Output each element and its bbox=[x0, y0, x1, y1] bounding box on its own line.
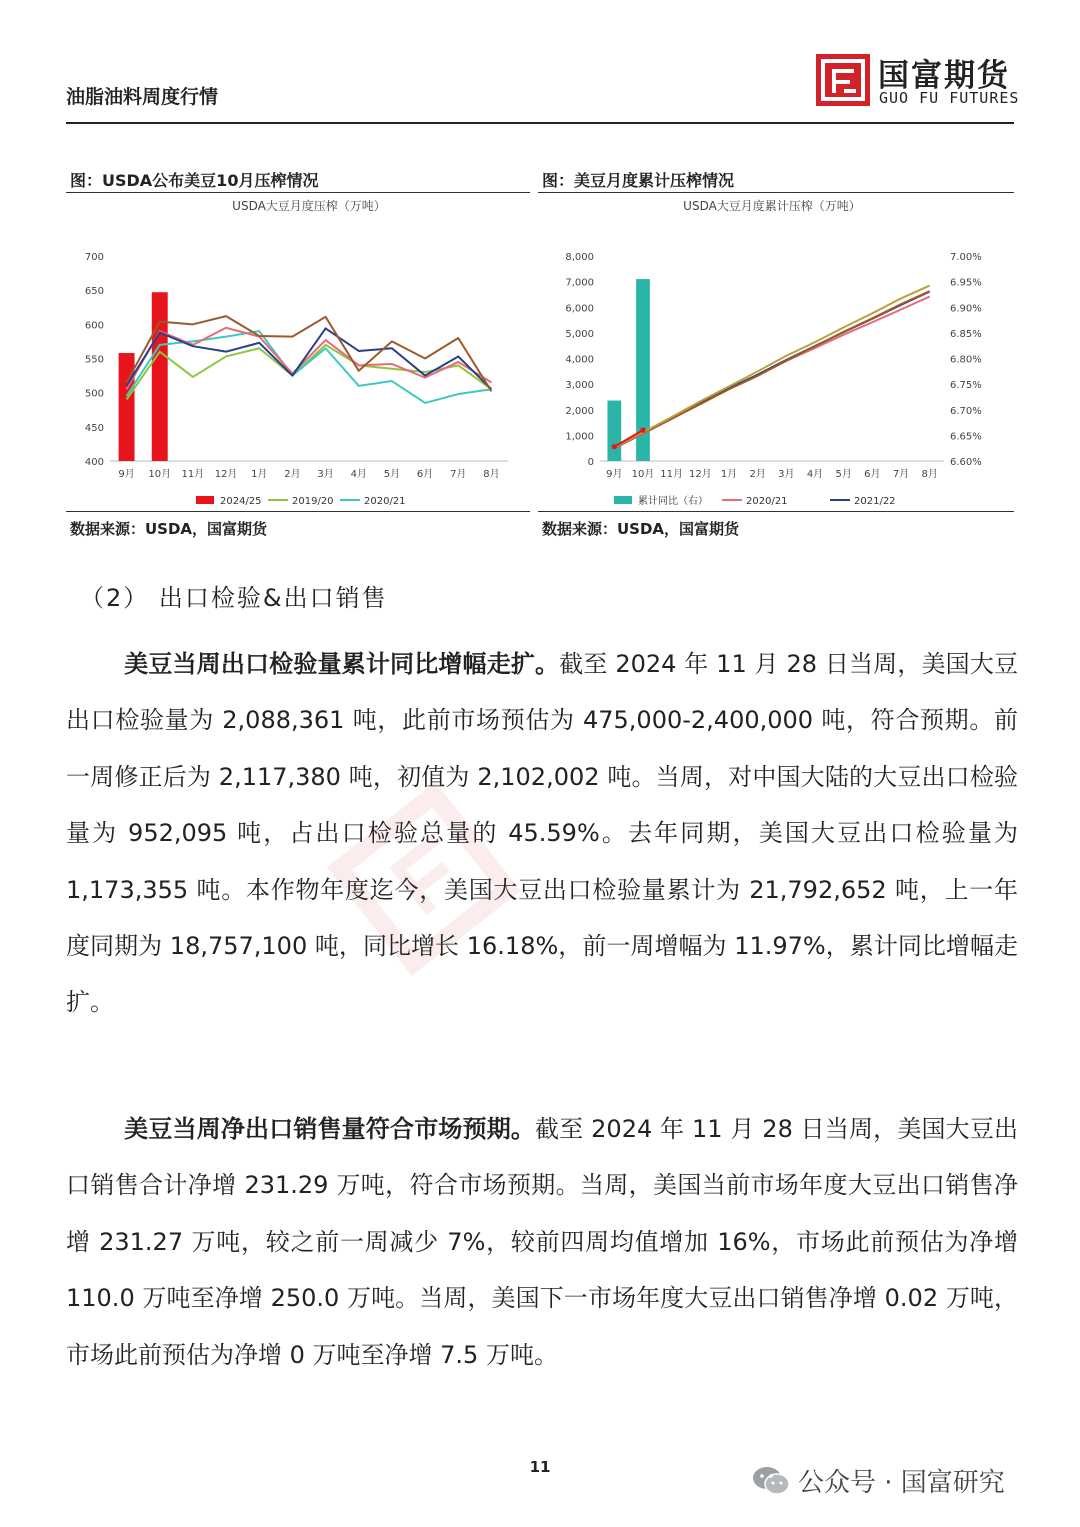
y-tick-label: 0 bbox=[587, 457, 594, 468]
guofu-logo-icon bbox=[816, 54, 870, 106]
x-tick-label: 6月 bbox=[864, 469, 881, 480]
paragraph-2-body: 截至 2024 年 11 月 28 日当周，美国大豆出口销售合计净增 231.29 万吨，符合市场预期。当周，美国当前市场年度大豆出口销售净增 231.27 万吨，较之前一周减少 7%，较前四周均值增加 16%，市场此前预估为净增 110.0 万吨至净增 250.0 万吨。当周，美国下一市场年度大豆出口销售净增 0.02 万吨，市场此前预估为净增 0 万吨至净增 7.5 万吨。 bbox=[66, 1115, 1018, 1369]
paragraph-export-sales bbox=[66, 1101, 1018, 1383]
logo-chinese-text: 国富期货 bbox=[878, 58, 1010, 94]
series-point bbox=[640, 428, 645, 433]
cumulative-crush-chart bbox=[538, 193, 1014, 511]
y2-tick-label: 6.60% bbox=[950, 457, 982, 468]
figure-left bbox=[66, 168, 530, 539]
x-tick-label: 8月 bbox=[921, 469, 938, 480]
y2-tick-label: 6.65% bbox=[950, 431, 982, 443]
chart-title: USDA大豆月度累计压榨（万吨） bbox=[683, 199, 861, 213]
legend-swatch bbox=[614, 496, 632, 504]
x-tick-label: 7月 bbox=[450, 469, 467, 480]
series-point bbox=[612, 444, 617, 449]
y2-tick-label: 7.00% bbox=[950, 252, 982, 263]
legend-label: 2020/21 bbox=[746, 496, 788, 507]
paragraph-export-inspections bbox=[66, 636, 1018, 1031]
x-tick-label: 2月 bbox=[749, 469, 766, 480]
x-tick-label: 11月 bbox=[181, 469, 205, 480]
y-tick-label: 500 bbox=[84, 388, 104, 400]
series-line bbox=[614, 297, 929, 449]
legend-label: 2020/21 bbox=[364, 496, 406, 507]
figure-right bbox=[538, 168, 1014, 539]
y-tick-label: 4,000 bbox=[565, 354, 594, 366]
page-number: 11 bbox=[529, 1458, 551, 1476]
header-divider bbox=[66, 122, 1014, 124]
section-heading: （2） 出口检验&出口销售 bbox=[80, 584, 388, 612]
company-logo bbox=[816, 52, 1026, 112]
x-tick-label: 2月 bbox=[284, 469, 301, 480]
y-tick-label: 3,000 bbox=[565, 380, 594, 392]
figure-left-caption: 图：USDA公布美豆10月压榨情况 bbox=[66, 168, 530, 193]
series-line bbox=[127, 328, 492, 389]
x-tick-label: 11月 bbox=[660, 469, 684, 480]
x-tick-label: 5月 bbox=[383, 469, 401, 480]
wechat-account bbox=[752, 1462, 1005, 1499]
x-tick-label: 7月 bbox=[892, 469, 910, 480]
x-tick-label: 9月 bbox=[606, 469, 623, 480]
bar bbox=[607, 401, 621, 461]
x-tick-label: 1月 bbox=[251, 469, 268, 480]
x-tick-label: 5月 bbox=[835, 469, 852, 480]
y-tick-label: 7,000 bbox=[565, 277, 594, 289]
y2-tick-label: 6.80% bbox=[950, 354, 982, 366]
y-tick-label: 1,000 bbox=[565, 431, 594, 443]
y2-tick-label: 6.85% bbox=[950, 328, 982, 340]
logo-english-text: GUO FU FUTURES bbox=[879, 89, 1020, 107]
x-tick-label: 3月 bbox=[778, 469, 795, 480]
x-tick-label: 4月 bbox=[350, 469, 367, 480]
paragraph-1-body: 截至 2024 年 11 月 28 日当周，美国大豆出口检验量为 2,088,361 吨，此前市场预估为 475,000-2,400,000 吨，符合预期。前一周修正后为 2,117,380 吨，初值为 2,102,002 吨。当周，对中国大陆的大豆出口检验量为 952,095 吨，占出口检验总量的 45.59%。去年同期，美国大豆出口检验量为 1,173,355 吨。本作物年度迄今，美国大豆出口检验量累计为 21,792,652 吨，上一年度同期为 18,757,100 吨，同比增长 16.18%，前一周增幅为 11.97%，累计同比增幅走扩。 bbox=[66, 650, 1018, 1017]
y-tick-label: 2,000 bbox=[565, 405, 594, 417]
legend-label: 2019/20 bbox=[292, 496, 334, 507]
x-tick-label: 4月 bbox=[806, 469, 824, 480]
series-line bbox=[127, 328, 492, 390]
y-tick-label: 600 bbox=[84, 320, 104, 332]
wechat-icon bbox=[752, 1466, 790, 1496]
y-tick-label: 450 bbox=[84, 422, 104, 434]
y-tick-label: 650 bbox=[84, 286, 104, 298]
x-tick-label: 9月 bbox=[118, 469, 135, 480]
y2-tick-label: 6.95% bbox=[950, 277, 982, 289]
report-title: 油脂油料周度行情 bbox=[66, 86, 219, 108]
y-tick-label: 550 bbox=[84, 354, 104, 366]
x-tick-label: 12月 bbox=[214, 469, 238, 480]
y-tick-label: 8,000 bbox=[565, 252, 594, 263]
x-tick-label: 3月 bbox=[317, 469, 334, 480]
legend-label: 2021/22 bbox=[854, 496, 896, 507]
y2-tick-label: 6.70% bbox=[950, 405, 982, 417]
x-tick-label: 10月 bbox=[148, 469, 172, 480]
figure-right-caption: 图：美豆月度累计压榨情况 bbox=[538, 168, 1014, 193]
x-tick-label: 10月 bbox=[631, 469, 655, 480]
figure-right-source: 数据来源：USDA，国富期货 bbox=[538, 511, 1014, 539]
y2-tick-label: 6.90% bbox=[950, 303, 982, 315]
x-tick-label: 6月 bbox=[416, 469, 434, 480]
monthly-crush-chart bbox=[66, 193, 530, 511]
wechat-account-name: 公众号 · 国富研究 bbox=[798, 1468, 1005, 1498]
bar bbox=[152, 292, 168, 461]
y-tick-label: 700 bbox=[84, 252, 104, 263]
y-tick-label: 5,000 bbox=[565, 328, 594, 340]
y-tick-label: 6,000 bbox=[565, 303, 594, 315]
figure-left-source: 数据来源：USDA，国富期货 bbox=[66, 511, 530, 539]
legend-label: 累计同比（右） bbox=[638, 496, 708, 507]
legend-label: 2024/25 bbox=[220, 496, 262, 507]
bar bbox=[119, 353, 135, 461]
x-tick-label: 1月 bbox=[720, 469, 738, 480]
paragraph-2-lead: 美豆当周净出口销售量符合市场预期。 bbox=[124, 1115, 536, 1143]
chart-title: USDA大豆月度压榨（万吨） bbox=[232, 199, 386, 213]
paragraph-1-lead: 美豆当周出口检验量累计同比增幅走扩。 bbox=[124, 650, 560, 678]
x-tick-label: 8月 bbox=[483, 469, 500, 480]
y2-tick-label: 6.75% bbox=[950, 380, 982, 392]
x-tick-label: 12月 bbox=[688, 469, 712, 480]
y-tick-label: 400 bbox=[84, 457, 104, 468]
legend-swatch bbox=[196, 496, 214, 504]
